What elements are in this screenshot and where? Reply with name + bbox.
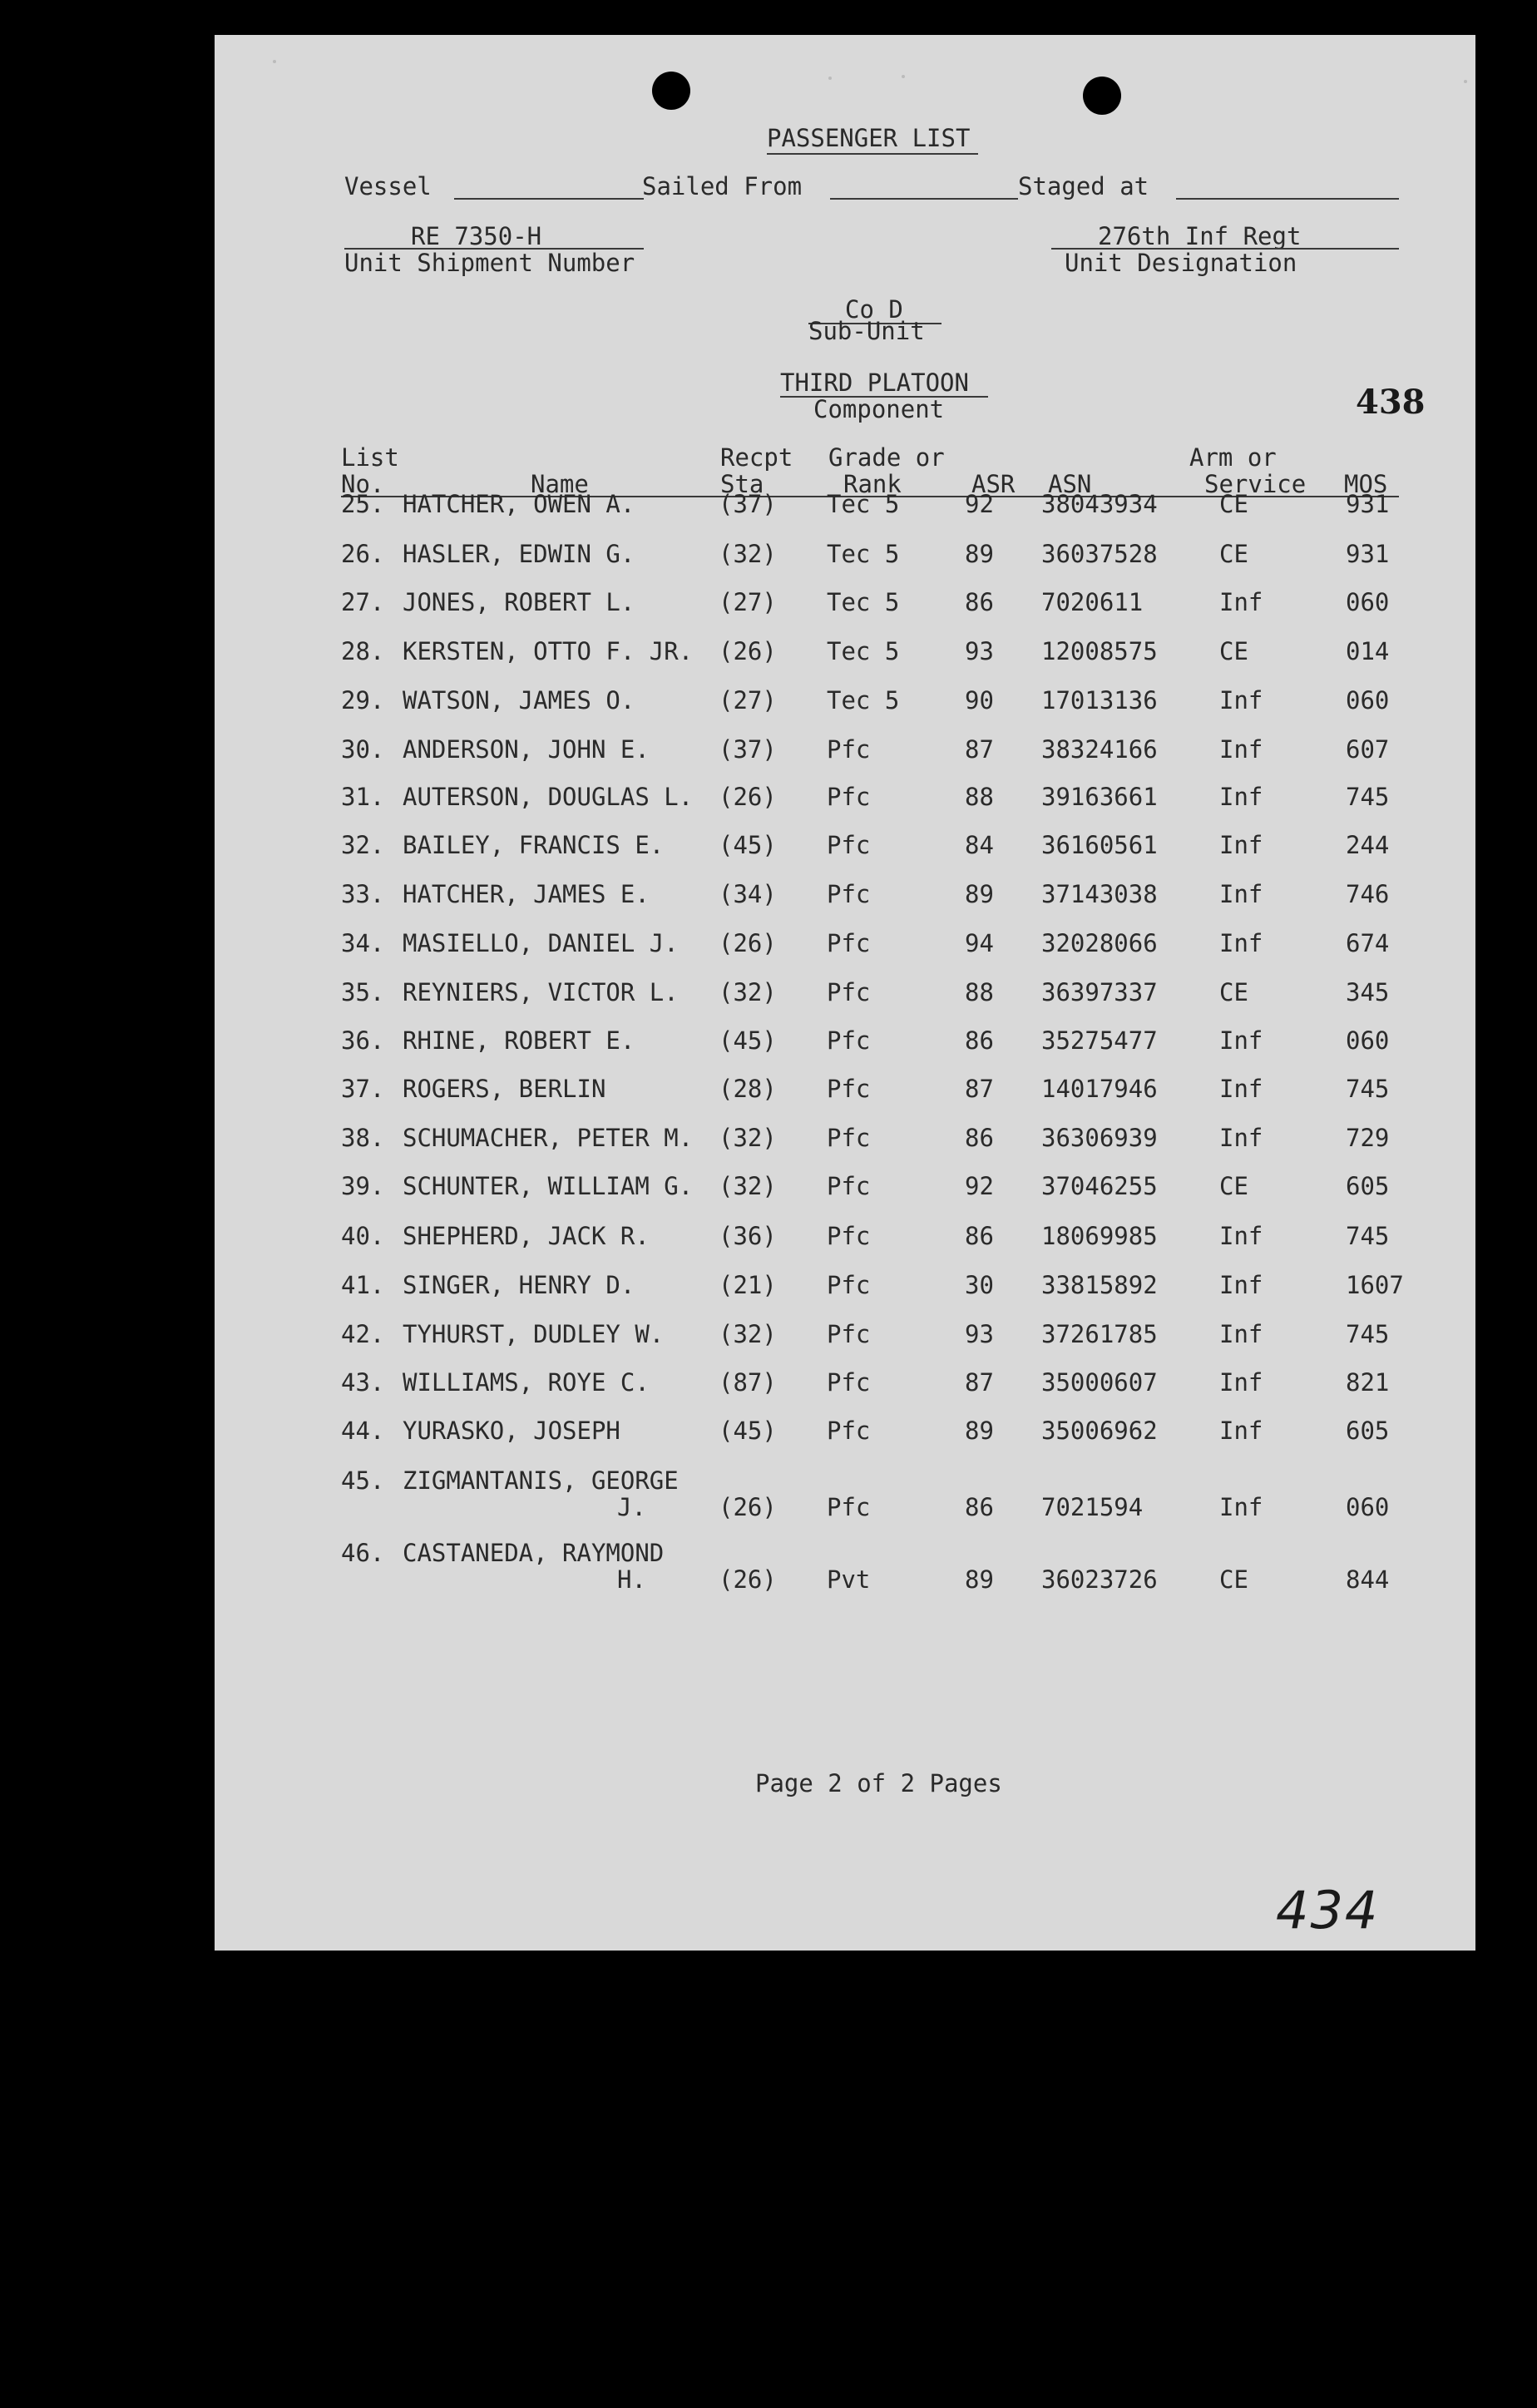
cell-recpt-sta: (27) [719, 686, 777, 714]
cell-grade: Pfc [827, 1417, 871, 1445]
cell-grade: Pfc [827, 1124, 871, 1152]
cell-arm-service: Inf [1219, 1075, 1263, 1103]
cell-mos: 060 [1346, 588, 1390, 616]
unit-shipment-number-label: Unit Shipment Number [344, 249, 635, 277]
cell-mos: 746 [1346, 880, 1390, 908]
cell-name: SCHUNTER, WILLIAM G. [403, 1172, 694, 1200]
cell-mos: 1607 [1346, 1271, 1404, 1299]
cell-arm-service: Inf [1219, 1222, 1263, 1250]
cell-arm-service: Inf [1219, 929, 1263, 957]
cell-list-no: 27. [341, 588, 385, 616]
cell-grade: Pvt [827, 1565, 871, 1594]
cell-mos: 345 [1346, 978, 1390, 1006]
cell-grade: Pfc [827, 1026, 871, 1055]
cell-asn: 38324166 [1041, 735, 1158, 764]
cell-asn: 36037528 [1041, 540, 1158, 568]
header-asn: ASN [1048, 470, 1092, 498]
header-arm-2: Service [1204, 470, 1307, 498]
cell-grade: Tec 5 [827, 588, 900, 616]
cell-list-no: 46. [341, 1539, 385, 1567]
document-title: PASSENGER LIST [767, 124, 971, 152]
cell-list-no: 34. [341, 929, 385, 957]
cell-recpt-sta: (26) [719, 783, 777, 811]
cell-asn: 36306939 [1041, 1124, 1158, 1152]
cell-arm-service: CE [1219, 490, 1248, 518]
cell-grade: Pfc [827, 1320, 871, 1348]
cell-asn: 36397337 [1041, 978, 1158, 1006]
cell-recpt-sta: (32) [719, 540, 777, 568]
speck [902, 75, 905, 78]
punch-hole-left [652, 72, 690, 110]
cell-grade: Tec 5 [827, 540, 900, 568]
cell-grade: Pfc [827, 929, 871, 957]
cell-arm-service: CE [1219, 637, 1248, 665]
cell-list-no: 38. [341, 1124, 385, 1152]
header-name: Name [531, 470, 589, 498]
cell-name: CASTANEDA, RAYMOND [403, 1539, 665, 1567]
component: THIRD PLATOON [780, 368, 969, 397]
cell-name: RHINE, ROBERT E. [403, 1026, 635, 1055]
cell-name: JONES, ROBERT L. [403, 588, 635, 616]
cell-mos: 931 [1346, 490, 1390, 518]
vessel-label: Vessel [344, 172, 432, 200]
cell-asn: 36160561 [1041, 831, 1158, 859]
cell-grade: Tec 5 [827, 490, 900, 518]
cell-arm-service: Inf [1219, 1320, 1263, 1348]
cell-asn: 35006962 [1041, 1417, 1158, 1445]
cell-grade: Tec 5 [827, 637, 900, 665]
cell-asn: 35275477 [1041, 1026, 1158, 1055]
cell-list-no: 43. [341, 1368, 385, 1397]
cell-arm-service: Inf [1219, 1271, 1263, 1299]
cell-asr: 89 [965, 1417, 994, 1445]
cell-asr: 90 [965, 686, 994, 714]
cell-mos: 605 [1346, 1172, 1390, 1200]
cell-name: BAILEY, FRANCIS E. [403, 831, 665, 859]
cell-recpt-sta: (32) [719, 1320, 777, 1348]
cell-asn: 35000607 [1041, 1368, 1158, 1397]
header-grade-1: Grade or [828, 443, 945, 472]
vessel-blank [454, 198, 644, 200]
unit-designation-label: Unit Designation [1065, 249, 1297, 277]
cell-asr: 87 [965, 735, 994, 764]
cell-grade: Pfc [827, 831, 871, 859]
cell-mos: 605 [1346, 1417, 1390, 1445]
cell-arm-service: Inf [1219, 1026, 1263, 1055]
cell-arm-service: CE [1219, 540, 1248, 568]
cell-list-no: 32. [341, 831, 385, 859]
cell-grade: Pfc [827, 1172, 871, 1200]
cell-recpt-sta: (26) [719, 1565, 777, 1594]
header-asr: ASR [971, 470, 1016, 498]
sailed-from-blank [830, 198, 1018, 200]
cell-asn: 36023726 [1041, 1565, 1158, 1594]
cell-list-no: 25. [341, 490, 385, 518]
cell-arm-service: Inf [1219, 880, 1263, 908]
cell-asr: 93 [965, 637, 994, 665]
cell-list-no: 31. [341, 783, 385, 811]
cell-asn: 7021594 [1041, 1493, 1144, 1521]
cell-asr: 86 [965, 1493, 994, 1521]
cell-asn: 37046255 [1041, 1172, 1158, 1200]
cell-recpt-sta: (45) [719, 1417, 777, 1445]
cell-name: ROGERS, BERLIN [403, 1075, 606, 1103]
sailed-from-label: Sailed From [642, 172, 803, 200]
cell-grade: Pfc [827, 978, 871, 1006]
staged-at-blank [1176, 198, 1399, 200]
cell-recpt-sta: (37) [719, 735, 777, 764]
cell-asn: 14017946 [1041, 1075, 1158, 1103]
header-mos: MOS [1344, 470, 1388, 498]
cell-asr: 30 [965, 1271, 994, 1299]
cell-grade: Pfc [827, 1075, 871, 1103]
cell-recpt-sta: (87) [719, 1368, 777, 1397]
cell-asn: 7020611 [1041, 588, 1144, 616]
cell-mos: 729 [1346, 1124, 1390, 1152]
cell-asn: 17013136 [1041, 686, 1158, 714]
cell-mos: 014 [1346, 637, 1390, 665]
title-underline [767, 153, 978, 155]
page-footer: Page 2 of 2 Pages [755, 1769, 1002, 1797]
cell-grade: Pfc [827, 783, 871, 811]
cell-recpt-sta: (37) [719, 490, 777, 518]
cell-mos: 060 [1346, 686, 1390, 714]
cell-recpt-sta: (28) [719, 1075, 777, 1103]
cell-arm-service: CE [1219, 1172, 1248, 1200]
cell-grade: Pfc [827, 1271, 871, 1299]
speck [1464, 80, 1467, 83]
cell-mos: 745 [1346, 783, 1390, 811]
cell-name: WATSON, JAMES O. [403, 686, 635, 714]
unit-designation: 276th Inf Regt [1098, 222, 1302, 250]
cell-name: REYNIERS, VICTOR L. [403, 978, 679, 1006]
cell-list-no: 45. [341, 1466, 385, 1495]
speck [273, 60, 276, 63]
cell-asn: 38043934 [1041, 490, 1158, 518]
cell-asr: 87 [965, 1368, 994, 1397]
header-list-no-2: No. [341, 470, 385, 498]
cell-grade: Pfc [827, 880, 871, 908]
header-recpt-2: Sta [720, 470, 764, 498]
cell-asn: 37261785 [1041, 1320, 1158, 1348]
header-grade-2: Rank [843, 470, 902, 498]
cell-recpt-sta: (32) [719, 978, 777, 1006]
cell-arm-service: Inf [1219, 831, 1263, 859]
cell-asn: 32028066 [1041, 929, 1158, 957]
cell-name: MASIELLO, DANIEL J. [403, 929, 679, 957]
cell-arm-service: Inf [1219, 686, 1263, 714]
cell-list-no: 29. [341, 686, 385, 714]
cell-recpt-sta: (27) [719, 588, 777, 616]
cell-grade: Pfc [827, 1493, 871, 1521]
cell-mos: 244 [1346, 831, 1390, 859]
handwritten-page-number: 434 [1276, 1880, 1380, 1941]
cell-name: HATCHER, JAMES E. [403, 880, 650, 908]
cell-name: SCHUMACHER, PETER M. [403, 1124, 694, 1152]
stamp-number: 438 [1356, 383, 1426, 422]
cell-list-no: 26. [341, 540, 385, 568]
cell-asr: 89 [965, 880, 994, 908]
cell-asr: 86 [965, 1124, 994, 1152]
cell-grade: Pfc [827, 1222, 871, 1250]
header-recpt-1: Recpt [720, 443, 793, 472]
cell-asr: 94 [965, 929, 994, 957]
sub-unit: Co D [845, 295, 903, 324]
cell-name: ANDERSON, JOHN E. [403, 735, 650, 764]
cell-name: KERSTEN, OTTO F. JR. [403, 637, 694, 665]
cell-mos: 931 [1346, 540, 1390, 568]
cell-name: SHEPHERD, JACK R. [403, 1222, 650, 1250]
cell-name: AUTERSON, DOUGLAS L. [403, 783, 694, 811]
cell-arm-service: Inf [1219, 783, 1263, 811]
cell-list-no: 40. [341, 1222, 385, 1250]
cell-list-no: 44. [341, 1417, 385, 1445]
cell-name-continued: H. [617, 1565, 646, 1594]
cell-mos: 674 [1346, 929, 1390, 957]
cell-asn: 33815892 [1041, 1271, 1158, 1299]
cell-mos: 745 [1346, 1222, 1390, 1250]
cell-list-no: 41. [341, 1271, 385, 1299]
cell-asr: 86 [965, 1026, 994, 1055]
component-label: Component [813, 395, 945, 423]
cell-name: YURASKO, JOSEPH [403, 1417, 620, 1445]
cell-asn: 37143038 [1041, 880, 1158, 908]
cell-asr: 93 [965, 1320, 994, 1348]
cell-name: ZIGMANTANIS, GEORGE [403, 1466, 679, 1495]
cell-arm-service: Inf [1219, 588, 1263, 616]
cell-list-no: 37. [341, 1075, 385, 1103]
cell-asr: 86 [965, 1222, 994, 1250]
cell-asn: 39163661 [1041, 783, 1158, 811]
cell-mos: 060 [1346, 1493, 1390, 1521]
cell-list-no: 42. [341, 1320, 385, 1348]
cell-recpt-sta: (36) [719, 1222, 777, 1250]
header-arm-1: Arm or [1189, 443, 1277, 472]
cell-asn: 18069985 [1041, 1222, 1158, 1250]
cell-recpt-sta: (26) [719, 637, 777, 665]
cell-asr: 88 [965, 783, 994, 811]
cell-arm-service: Inf [1219, 1124, 1263, 1152]
cell-list-no: 39. [341, 1172, 385, 1200]
cell-grade: Tec 5 [827, 686, 900, 714]
punch-hole-right [1083, 77, 1121, 115]
cell-arm-service: Inf [1219, 1493, 1263, 1521]
cell-mos: 821 [1346, 1368, 1390, 1397]
cell-asr: 84 [965, 831, 994, 859]
cell-list-no: 30. [341, 735, 385, 764]
cell-asr: 92 [965, 490, 994, 518]
cell-arm-service: Inf [1219, 1368, 1263, 1397]
cell-recpt-sta: (32) [719, 1124, 777, 1152]
cell-mos: 745 [1346, 1320, 1390, 1348]
cell-asr: 89 [965, 1565, 994, 1594]
cell-recpt-sta: (45) [719, 831, 777, 859]
cell-recpt-sta: (45) [719, 1026, 777, 1055]
cell-arm-service: CE [1219, 978, 1248, 1006]
cell-recpt-sta: (26) [719, 1493, 777, 1521]
cell-name: WILLIAMS, ROYE C. [403, 1368, 650, 1397]
cell-recpt-sta: (32) [719, 1172, 777, 1200]
cell-mos: 607 [1346, 735, 1390, 764]
speck [828, 77, 832, 80]
cell-mos: 844 [1346, 1565, 1390, 1594]
cell-list-no: 35. [341, 978, 385, 1006]
cell-name: TYHURST, DUDLEY W. [403, 1320, 665, 1348]
cell-name: HATCHER, OWEN A. [403, 490, 635, 518]
cell-grade: Pfc [827, 735, 871, 764]
cell-asr: 88 [965, 978, 994, 1006]
cell-recpt-sta: (21) [719, 1271, 777, 1299]
cell-recpt-sta: (34) [719, 880, 777, 908]
cell-mos: 745 [1346, 1075, 1390, 1103]
cell-recpt-sta: (26) [719, 929, 777, 957]
cell-arm-service: Inf [1219, 1417, 1263, 1445]
document-page [215, 35, 1475, 1951]
cell-name-continued: J. [617, 1493, 646, 1521]
cell-asr: 92 [965, 1172, 994, 1200]
cell-name: SINGER, HENRY D. [403, 1271, 635, 1299]
header-list-no-1: List [341, 443, 399, 472]
cell-name: HASLER, EDWIN G. [403, 540, 635, 568]
cell-list-no: 33. [341, 880, 385, 908]
cell-grade: Pfc [827, 1368, 871, 1397]
sub-unit-label: Sub-Unit [808, 317, 925, 345]
cell-asr: 87 [965, 1075, 994, 1103]
cell-asr: 89 [965, 540, 994, 568]
cell-arm-service: Inf [1219, 735, 1263, 764]
cell-list-no: 28. [341, 637, 385, 665]
cell-arm-service: CE [1219, 1565, 1248, 1594]
unit-shipment-number: RE 7350-H [411, 222, 542, 250]
cell-mos: 060 [1346, 1026, 1390, 1055]
staged-at-label: Staged at [1018, 172, 1149, 200]
cell-list-no: 36. [341, 1026, 385, 1055]
cell-asn: 12008575 [1041, 637, 1158, 665]
cell-asr: 86 [965, 588, 994, 616]
